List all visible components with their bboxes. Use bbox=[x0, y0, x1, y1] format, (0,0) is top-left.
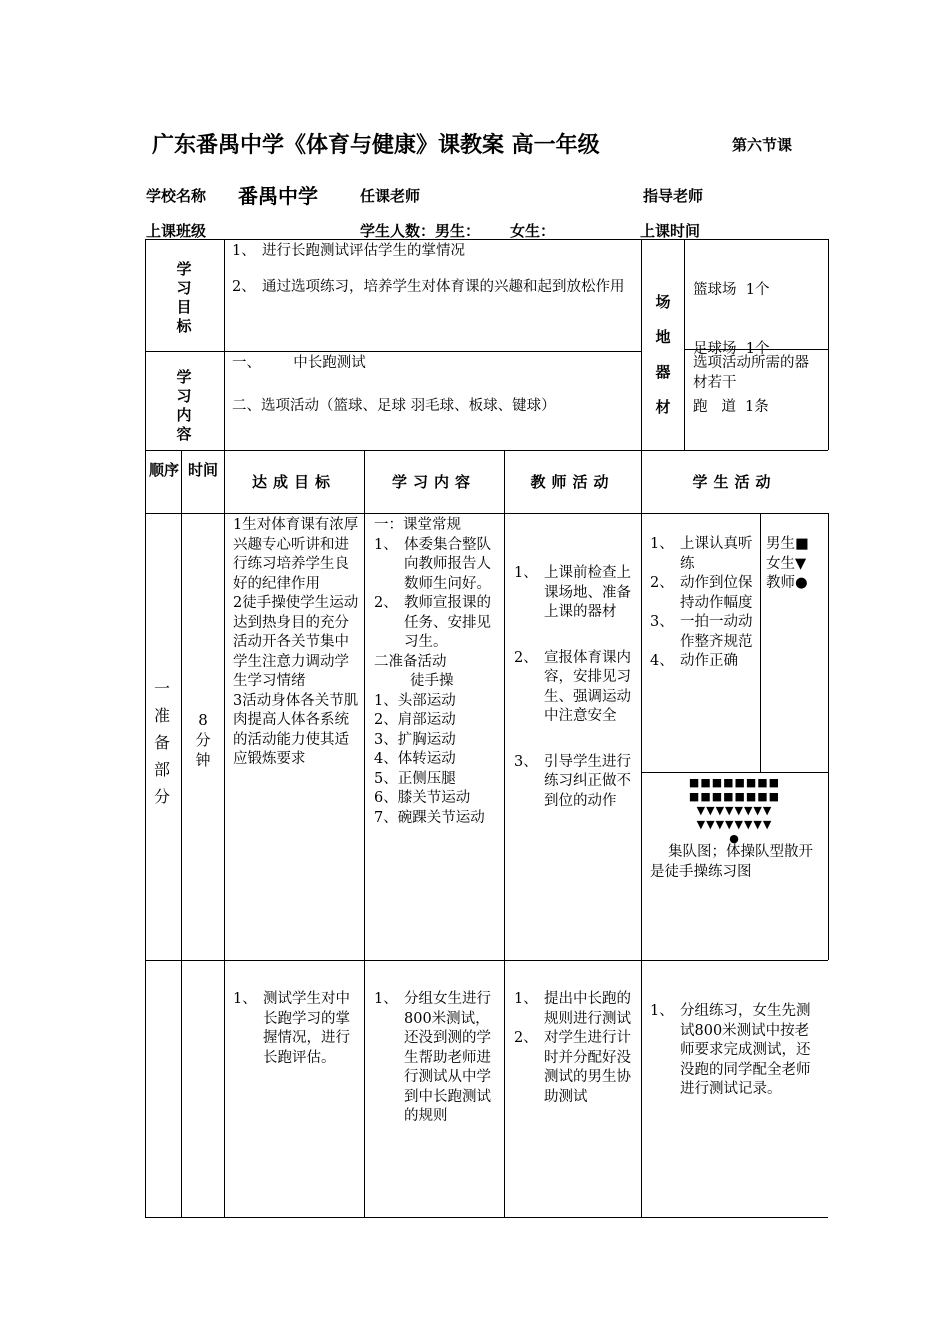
section1-goals: 1生对体育课有浓厚兴趣专心听讲和进行练习培养学生良好的纪律作用 2徒手操使学生运动达到热身目的充分活动开各关节集中学生注意力调动学生学习情绪 3活动身体各关节肌肉提高人体各系统的活动能力使其适应锻炼要求 bbox=[233, 517, 359, 767]
warmup-item: 5、正侧压腿 bbox=[374, 770, 456, 787]
objectives-label: 学习目标 bbox=[176, 260, 192, 335]
page-title: 广东番禺中学《体育与健康》课教案 高一年级 bbox=[152, 132, 600, 158]
legend-teacher: 教师● bbox=[766, 575, 808, 591]
objective-number: 2、 bbox=[232, 278, 256, 295]
student-text: 动作到位保持动作幅度 bbox=[680, 575, 753, 611]
routine-title: 一：课堂常规 bbox=[374, 517, 461, 533]
students-label: 学生人数：男生： bbox=[360, 222, 481, 240]
section2-study bbox=[374, 990, 500, 1127]
warmup-item: 7、碗踝关节运动 bbox=[374, 809, 485, 826]
teacher-text: 上课前检查上课场地、准备上课的器材 bbox=[544, 565, 631, 620]
teacher-number: 2、 bbox=[514, 649, 538, 666]
student-item bbox=[650, 574, 756, 613]
study-text: 分组女生进行800米测试，还没到测的学生帮助老师进行测试从中学到中长跑测试的规则 bbox=[404, 991, 491, 1124]
objective-number: 1、 bbox=[232, 243, 256, 259]
student-item bbox=[650, 613, 756, 652]
formation-caption: 集队图；体操队型散开是徒手操练习图 bbox=[650, 844, 813, 880]
section2-goals bbox=[233, 990, 359, 1068]
female-label: 女生： bbox=[510, 222, 556, 240]
student-item bbox=[650, 535, 756, 574]
header-student: 学生活动 bbox=[692, 473, 777, 491]
objective-text: 通过选项练习，培养学生对体育课的兴趣和起到放松作用 bbox=[262, 278, 625, 295]
header-order: 顺序 bbox=[148, 461, 179, 479]
teacher-text: 引导学生进行练习纠正做不到位的动作 bbox=[544, 753, 631, 809]
goal-text: 测试学生对中长跑学习的掌握情况，进行长跑评估。 bbox=[263, 991, 350, 1066]
header-study: 学习内容 bbox=[391, 473, 476, 491]
formation-row-male: ■■■■■■■■ bbox=[688, 776, 781, 789]
teacher-item bbox=[514, 990, 636, 1029]
student-text: 上课认真听练 bbox=[680, 536, 753, 572]
time-label: 上课时间 bbox=[640, 222, 701, 240]
routine-text: 教师宣报课的任务、安排见习生。 bbox=[404, 595, 491, 650]
section2-teacher bbox=[514, 990, 636, 1107]
student-text: 动作正确 bbox=[680, 653, 738, 669]
warmup-item: 1、头部运动 bbox=[374, 692, 456, 709]
teacher-item bbox=[514, 1029, 636, 1107]
objective-item bbox=[232, 278, 636, 298]
student-item bbox=[650, 1002, 822, 1100]
section1-order: 一准备部分 bbox=[153, 679, 170, 806]
equipment-text: 选项活动所需的器材若干 bbox=[693, 355, 809, 391]
legend-female: 女生▼ bbox=[766, 555, 807, 572]
content-line-1: 一、 中长跑测试 bbox=[232, 355, 366, 371]
study-item bbox=[374, 990, 500, 1127]
student-number: 3、 bbox=[650, 614, 674, 630]
teacher-label: 任课老师 bbox=[360, 187, 421, 205]
school-label: 学校名称 bbox=[146, 187, 207, 205]
teacher-number: 1、 bbox=[514, 565, 538, 581]
routine-number: 1、 bbox=[374, 536, 398, 553]
teacher-item bbox=[514, 753, 636, 812]
warmup-subtitle: 徒手操 bbox=[410, 673, 454, 689]
facility-item: 篮球场 1个 bbox=[693, 282, 770, 298]
lesson-number: 第六节课 bbox=[732, 136, 793, 154]
facilities-list bbox=[693, 242, 825, 437]
routine-item bbox=[374, 594, 500, 653]
teacher-number: 3、 bbox=[514, 753, 538, 770]
content-label: 学习内容 bbox=[176, 368, 192, 443]
teacher-item bbox=[514, 564, 636, 623]
goal-item bbox=[233, 990, 359, 1068]
advisor-label: 指导老师 bbox=[643, 187, 704, 205]
study-number: 1、 bbox=[374, 991, 398, 1007]
content-line-2: 二、选项活动（篮球、足球 羽毛球、板球、键球） bbox=[232, 398, 556, 414]
facility-item: 跑 道 1条 bbox=[693, 399, 769, 415]
formation-row-male: ■■■■■■■■ bbox=[688, 790, 781, 803]
formation-teacher: ● bbox=[729, 832, 740, 845]
section1-student bbox=[650, 535, 756, 672]
section1-time: 8分钟 bbox=[195, 711, 211, 769]
legend-male: 男生■ bbox=[766, 536, 809, 552]
student-text: 分组练习，女生先测试800米测试中按老师要求完成测试，还没跑的同学配全老师进行测试记录。 bbox=[680, 1003, 811, 1097]
objective-text: 进行长跑测试评估学生的掌情况 bbox=[262, 243, 465, 259]
goal-number: 1、 bbox=[233, 991, 257, 1007]
objectives-list bbox=[232, 242, 636, 297]
objective-item bbox=[232, 242, 636, 262]
routine-text: 体委集合整队向教师报告人数师生问好。 bbox=[404, 536, 491, 592]
routine-item bbox=[374, 536, 500, 595]
student-number: 1、 bbox=[650, 1003, 674, 1019]
venue-label: 场地器材 bbox=[655, 293, 671, 416]
teacher-number: 1、 bbox=[514, 991, 538, 1007]
section1-teacher bbox=[514, 564, 636, 811]
routine-number: 2、 bbox=[374, 595, 398, 611]
teacher-text: 提出中长跑的规则进行测试 bbox=[544, 991, 631, 1027]
teacher-number: 2、 bbox=[514, 1030, 538, 1046]
student-number: 1、 bbox=[650, 536, 674, 552]
section2-student bbox=[650, 1002, 822, 1100]
warmup-item: 2、肩部运动 bbox=[374, 712, 456, 728]
teacher-item bbox=[514, 649, 636, 727]
warmup-title: 二准备活动 bbox=[374, 653, 447, 670]
header-time: 时间 bbox=[187, 461, 218, 479]
class-label: 上课班级 bbox=[146, 222, 207, 240]
formation-row-female: ▼▼▼▼▼▼▼▼ bbox=[696, 804, 773, 817]
student-text: 一拍一动动作整齐规范 bbox=[680, 614, 753, 650]
formation-row-female: ▼▼▼▼▼▼▼▼ bbox=[696, 818, 773, 831]
formation-diagram bbox=[641, 776, 828, 846]
student-number: 4、 bbox=[650, 653, 674, 669]
warmup-item: 3、扩胸运动 bbox=[374, 731, 456, 748]
section1-study bbox=[374, 516, 500, 828]
facility-item: 足球场 1个 bbox=[693, 340, 770, 357]
header-goal: 达成目标 bbox=[251, 473, 336, 491]
formation-legend bbox=[766, 535, 826, 594]
teacher-text: 对学生进行计时并分配好没测试的男生协助测试 bbox=[544, 1030, 631, 1105]
student-item bbox=[650, 652, 756, 672]
school-value: 番禺中学 bbox=[238, 184, 318, 208]
warmup-item: 6、膝关节运动 bbox=[374, 790, 471, 806]
teacher-text: 宣报体育课内容，安排见习生、强调运动中注意安全 bbox=[544, 649, 631, 724]
warmup-item: 4、体转运动 bbox=[374, 751, 456, 767]
student-number: 2、 bbox=[650, 575, 674, 591]
header-teacher: 教师活动 bbox=[530, 473, 615, 491]
